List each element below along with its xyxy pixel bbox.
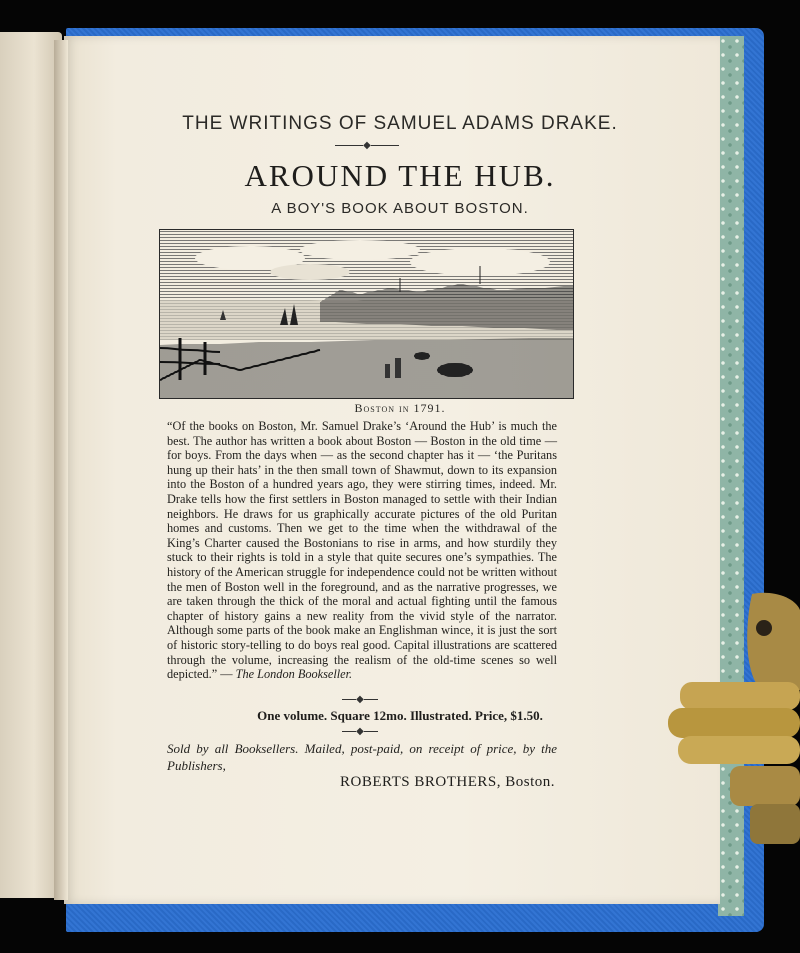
sold-by-line: Sold by all Booksellers. Mailed, post-paid, on receipt of price, by the Publishers, bbox=[167, 741, 557, 773]
publisher-name: ROBERTS BROTHERS, Boston. bbox=[340, 774, 555, 790]
illustration-caption: Boston in 1791. bbox=[354, 401, 446, 415]
volume-details: One volume. Square 12mo. Illustrated. Price, $1.50. bbox=[257, 708, 543, 723]
book-subtitle: A BOY'S BOOK ABOUT BOSTON. bbox=[271, 200, 529, 217]
review-source: The London Bookseller. bbox=[235, 667, 353, 682]
ornament-divider-3: ◆ bbox=[340, 726, 380, 737]
boston-engraving-image bbox=[159, 229, 574, 399]
book-title: AROUND THE HUB. bbox=[244, 158, 556, 193]
brass-clasp bbox=[660, 590, 800, 850]
ornament-divider: ◆ bbox=[332, 140, 402, 151]
review-quote bbox=[167, 419, 557, 682]
review-body: “Of the books on Boston, Mr. Samuel Drake’s ‘Around the Hub’ is much the best. The author has written a book about Boston — Boston in the old time — for boys. From the days when — as the second chapter has it — ‘the Puritans hung up their hats’ in the then small town of Shawmut, down to its expansion into the Boston of a hundred years ago, they were stirring times, indeed. Mr. Drake tells how the first settlers in Boston managed to settle with their Indian neighbors. He draws for us graphically accurate pictures of the old Puritan homes and customs. Then we get to the time when the withdrawal of the King’s Charter caused the Bostonians to rise in arms, and how sturdily they stuck to their rights is told in a style that quite secures one’s sympathies. The history of the American struggle for independence could not be written without the men of Boston well in the foreground, and as the narrative progresses, we are taken through the thick of the moral and actual fighting until the famous chapter of history gains a new reality from the vivid style of the narrator. Although some parts of the book make an Englishman wince, it is just the sort of historic story-telling to do boys real good. Capital illustrations are scattered through the volume, increasing the realism of the old-time scenes so well depicted.” — bbox=[167, 419, 557, 682]
series-title: THE WRITINGS OF SAMUEL ADAMS DRAKE. bbox=[182, 113, 618, 134]
ornament-divider-2: ◆ bbox=[340, 694, 380, 705]
